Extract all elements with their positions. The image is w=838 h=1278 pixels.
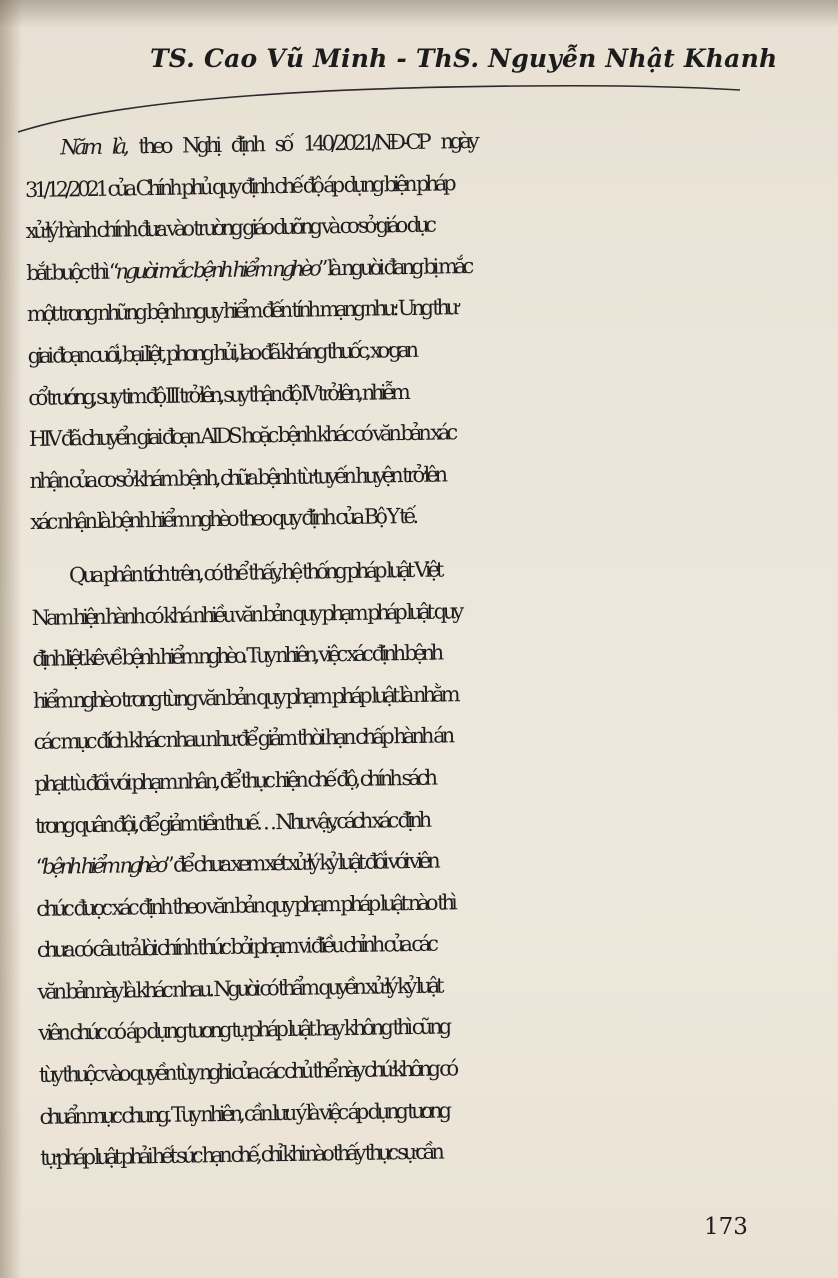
- text-run: chức được xác định theo văn bản quy phạm pháp luật nào thì: [36, 890, 454, 921]
- text-run: chưa có câu trả lời chính thức bởi phạm vi điều chỉnh của các: [36, 931, 435, 963]
- text-run: ” để chưa xem xét xử lý kỷ luật đối với viên: [163, 848, 437, 877]
- spine-shadow: [0, 0, 22, 1278]
- text-run: bắt buộc thì “: [26, 259, 116, 285]
- text-run: Năm là,: [60, 134, 126, 160]
- text-run: viên chức có áp dụng tương tự pháp luật hay không thì cũng: [38, 1014, 449, 1046]
- text-run: chuẩn mực chung. Tuy nhiên, cần lưu ý là việc áp dụng tương: [39, 1098, 448, 1129]
- top-shadow: [0, 0, 838, 28]
- text-run: văn bản này là khác nhau. Người có thẩm quyền xử lý kỷ luật: [37, 973, 441, 1004]
- text-run: “: [35, 854, 43, 880]
- text-run: xác nhận là bệnh hiểm nghèo theo quy định của Bộ Y tế.: [30, 504, 416, 535]
- text-run: HIV đã chuyển giai đoạn AIDS hoặc bệnh khác có văn bản xác: [28, 420, 455, 452]
- text-run: người mắc bệnh hiểm nghèo: [115, 256, 318, 284]
- body-text: [24, 117, 760, 1180]
- text-run: giai đoạn cuối, bại liệt, phong hủi, lao đã kháng thuốc, xơ gan: [27, 337, 415, 368]
- text-run: phạt tù đối với phạm nhân, để thực hiện chế độ, chính sách: [34, 765, 435, 796]
- text-run: Qua phân tích trên, có thể thấy, hệ thống pháp luật Việt: [68, 557, 441, 588]
- text-run: xử lý hành chính đưa vào trường giáo dưỡng và cơ sở giáo dục: [25, 212, 433, 244]
- text-run: bệnh hiểm nghèo: [41, 852, 165, 879]
- page-number: 173: [704, 1214, 748, 1240]
- text-run: các mục đích khác nhau như để giảm thời hạn chấp hành án: [33, 723, 452, 755]
- text-run: định liệt kê về bệnh hiểm nghèo. Tuy nhiên, việc xác định bệnh: [32, 640, 441, 672]
- text-run: một trong những bệnh nguy hiểm đến tính mạng như: Ung thư: [26, 295, 456, 327]
- text-run: tự pháp luật phải hết sức hạn chế, chỉ khi nào thấy thực sự cần: [39, 1139, 441, 1171]
- text-run: trong quân đội, để giảm tiền thuế… Như vậy, cách xác định: [34, 807, 429, 838]
- running-header: TS. Cao Vũ Minh - ThS. Nguyễn Nhật Khanh: [150, 44, 778, 73]
- text-run: hiểm nghèo trong từng văn bản quy phạm pháp luật là nhằm: [32, 681, 457, 713]
- text-run: cổ trướng, suy tim độ III trở lên, suy thận độ IV trở lên, nhiễm: [28, 379, 407, 410]
- text-run: theo Nghị định số 140/2021/NĐ-CP ngày: [125, 128, 476, 159]
- text-run: tùy thuộc vào quyền tùy nghi của các chủ thể này chứ không có: [38, 1056, 456, 1087]
- text-run: ” là người đang bị mắc: [317, 253, 471, 281]
- text-run: Nam hiện hành có khá nhiều văn bản quy phạm pháp luật quy: [31, 598, 461, 630]
- text-run: 31/12/2021 của Chính phủ quy định chế độ áp dụng biện pháp: [24, 170, 453, 202]
- text-run: nhận của cơ sở khám bệnh, chữa bệnh từ tuyến huyện trở lên: [29, 462, 445, 493]
